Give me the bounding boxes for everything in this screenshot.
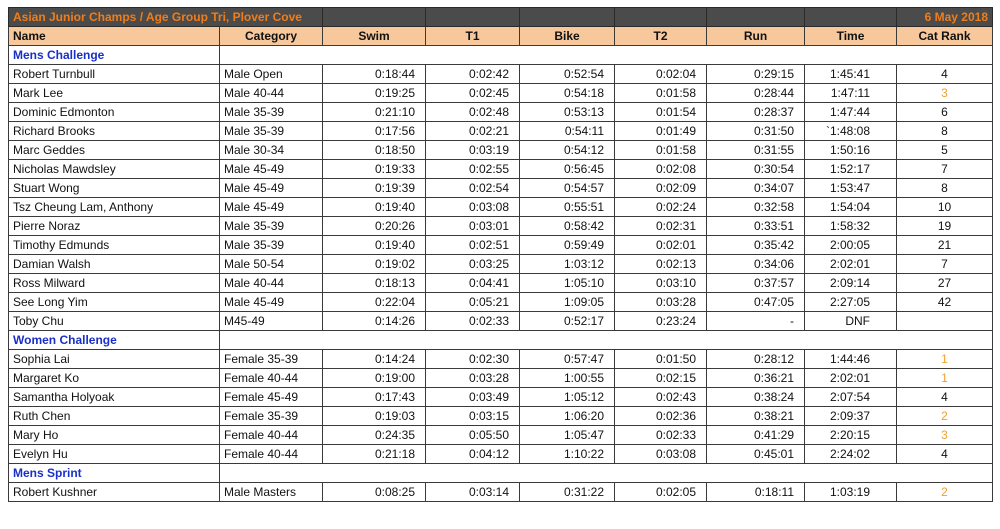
swim-cell[interactable]: 0:21:18: [323, 445, 426, 464]
total-time-cell[interactable]: 1:44:46: [805, 350, 897, 369]
t2-cell[interactable]: 0:01:54: [615, 103, 707, 122]
swim-cell[interactable]: 0:21:10: [323, 103, 426, 122]
t2-cell[interactable]: 0:02:36: [615, 407, 707, 426]
total-time-cell[interactable]: 2:09:14: [805, 274, 897, 293]
t2-cell[interactable]: 0:02:24: [615, 198, 707, 217]
run-cell[interactable]: 0:28:12: [707, 350, 805, 369]
cat-rank-cell[interactable]: 3: [897, 426, 993, 445]
total-time-cell[interactable]: 1:58:32: [805, 217, 897, 236]
t1-cell[interactable]: 0:02:42: [426, 65, 520, 84]
category-cell[interactable]: Male 35-39: [220, 103, 323, 122]
bike-cell[interactable]: 1:03:12: [520, 255, 615, 274]
bike-cell[interactable]: 0:54:18: [520, 84, 615, 103]
total-time-cell[interactable]: 1:45:41: [805, 65, 897, 84]
t2-cell[interactable]: 0:02:33: [615, 426, 707, 445]
bike-cell[interactable]: 0:58:42: [520, 217, 615, 236]
cat-rank-cell[interactable]: 3: [897, 84, 993, 103]
t1-cell[interactable]: 0:04:12: [426, 445, 520, 464]
cat-rank-cell[interactable]: 42: [897, 293, 993, 312]
category-cell[interactable]: Female 35-39: [220, 350, 323, 369]
total-time-cell[interactable]: 1:53:47: [805, 179, 897, 198]
table-row: [9, 84, 993, 103]
run-cell[interactable]: 0:18:11: [707, 483, 805, 502]
cat-rank-cell[interactable]: 8: [897, 122, 993, 141]
table-row: [9, 160, 993, 179]
run-cell[interactable]: 0:29:15: [707, 65, 805, 84]
name-cell[interactable]: Mary Ho: [9, 426, 220, 445]
category-cell[interactable]: Male 45-49: [220, 293, 323, 312]
name-cell[interactable]: Margaret Ko: [9, 369, 220, 388]
category-cell[interactable]: Male 35-39: [220, 122, 323, 141]
t2-cell[interactable]: 0:02:01: [615, 236, 707, 255]
cat-rank-cell[interactable]: 1: [897, 350, 993, 369]
name-cell[interactable]: Mark Lee: [9, 84, 220, 103]
table-row: [9, 122, 993, 141]
run-cell[interactable]: 0:34:06: [707, 255, 805, 274]
swim-cell[interactable]: 0:19:00: [323, 369, 426, 388]
t1-cell[interactable]: 0:03:49: [426, 388, 520, 407]
header-cat-rank[interactable]: Cat Rank: [897, 27, 993, 46]
t2-cell[interactable]: 0:03:28: [615, 293, 707, 312]
table-row: [9, 179, 993, 198]
table-row: [9, 103, 993, 122]
header-time[interactable]: Time: [805, 27, 897, 46]
header-row: [9, 27, 993, 46]
sheet-title[interactable]: Asian Junior Champs / Age Group Tri, Plover Cove: [9, 8, 323, 27]
table-row: [9, 255, 993, 274]
bike-cell[interactable]: 1:05:47: [520, 426, 615, 445]
table-row: [9, 350, 993, 369]
cat-rank-cell[interactable]: 27: [897, 274, 993, 293]
total-time-cell[interactable]: 2:00:05: [805, 236, 897, 255]
cat-rank-cell[interactable]: 21: [897, 236, 993, 255]
cat-rank-cell[interactable]: 5: [897, 141, 993, 160]
run-cell[interactable]: 0:35:42: [707, 236, 805, 255]
category-cell[interactable]: Male 40-44: [220, 274, 323, 293]
t2-cell[interactable]: 0:02:31: [615, 217, 707, 236]
swim-cell[interactable]: 0:19:40: [323, 198, 426, 217]
name-cell[interactable]: Ross Milward: [9, 274, 220, 293]
t2-cell[interactable]: 0:01:50: [615, 350, 707, 369]
t1-cell[interactable]: 0:02:33: [426, 312, 520, 331]
header-bike[interactable]: Bike: [520, 27, 615, 46]
table-row: [9, 236, 993, 255]
bike-cell[interactable]: 1:05:10: [520, 274, 615, 293]
swim-cell[interactable]: 0:19:02: [323, 255, 426, 274]
cat-rank-cell[interactable]: 6: [897, 103, 993, 122]
header-category[interactable]: Category: [220, 27, 323, 46]
name-cell[interactable]: Timothy Edmunds: [9, 236, 220, 255]
bike-cell[interactable]: 0:59:49: [520, 236, 615, 255]
total-time-cell[interactable]: 1:03:19: [805, 483, 897, 502]
cat-rank-cell[interactable]: 10: [897, 198, 993, 217]
run-cell[interactable]: 0:30:54: [707, 160, 805, 179]
table-row: [9, 198, 993, 217]
run-cell[interactable]: 0:38:24: [707, 388, 805, 407]
name-cell[interactable]: See Long Yim: [9, 293, 220, 312]
run-cell[interactable]: 0:47:05: [707, 293, 805, 312]
category-cell[interactable]: Female 35-39: [220, 407, 323, 426]
results-spreadsheet: [8, 7, 992, 502]
run-cell[interactable]: 0:32:58: [707, 198, 805, 217]
t2-cell[interactable]: 0:02:13: [615, 255, 707, 274]
title-blank-cell[interactable]: [323, 8, 426, 27]
name-cell[interactable]: Sophia Lai: [9, 350, 220, 369]
category-cell[interactable]: Female 45-49: [220, 388, 323, 407]
table-row: [9, 65, 993, 84]
bike-cell[interactable]: 0:57:47: [520, 350, 615, 369]
swim-cell[interactable]: 0:17:43: [323, 388, 426, 407]
name-cell[interactable]: Dominic Edmonton: [9, 103, 220, 122]
category-cell[interactable]: Male 35-39: [220, 217, 323, 236]
t1-cell[interactable]: 0:03:28: [426, 369, 520, 388]
name-cell[interactable]: Marc Geddes: [9, 141, 220, 160]
t1-cell[interactable]: 0:03:15: [426, 407, 520, 426]
run-cell[interactable]: -: [707, 312, 805, 331]
category-cell[interactable]: Male 45-49: [220, 160, 323, 179]
bike-cell[interactable]: 0:52:54: [520, 65, 615, 84]
sheet-date[interactable]: 6 May 2018: [897, 8, 993, 27]
table-row: [9, 445, 993, 464]
name-cell[interactable]: Robert Turnbull: [9, 65, 220, 84]
t2-cell[interactable]: 0:02:08: [615, 160, 707, 179]
section-blank-cell[interactable]: [220, 46, 993, 65]
run-cell[interactable]: 0:34:07: [707, 179, 805, 198]
section-blank-cell[interactable]: [220, 464, 993, 483]
title-blank-cell[interactable]: [805, 8, 897, 27]
swim-cell[interactable]: 0:17:56: [323, 122, 426, 141]
name-cell[interactable]: Richard Brooks: [9, 122, 220, 141]
run-cell[interactable]: 0:36:21: [707, 369, 805, 388]
section-blank-cell[interactable]: [220, 331, 993, 350]
swim-cell[interactable]: 0:14:24: [323, 350, 426, 369]
total-time-cell[interactable]: 1:50:16: [805, 141, 897, 160]
t1-cell[interactable]: 0:02:45: [426, 84, 520, 103]
title-blank-cell[interactable]: [707, 8, 805, 27]
bike-cell[interactable]: 1:00:55: [520, 369, 615, 388]
category-cell[interactable]: Male 45-49: [220, 198, 323, 217]
cat-rank-cell[interactable]: 7: [897, 160, 993, 179]
category-cell[interactable]: Male Masters: [220, 483, 323, 502]
t2-cell[interactable]: 0:02:05: [615, 483, 707, 502]
cat-rank-cell[interactable]: 4: [897, 388, 993, 407]
bike-cell[interactable]: 0:52:17: [520, 312, 615, 331]
swim-cell[interactable]: 0:22:04: [323, 293, 426, 312]
category-cell[interactable]: Male 45-49: [220, 179, 323, 198]
t1-cell[interactable]: 0:03:14: [426, 483, 520, 502]
bike-cell[interactable]: 1:10:22: [520, 445, 615, 464]
section-row: [9, 464, 993, 483]
title-row: [9, 8, 993, 27]
bike-cell[interactable]: 0:55:51: [520, 198, 615, 217]
category-cell[interactable]: M45-49: [220, 312, 323, 331]
swim-cell[interactable]: 0:08:25: [323, 483, 426, 502]
total-time-cell[interactable]: 1:52:17: [805, 160, 897, 179]
total-time-cell[interactable]: 2:02:01: [805, 255, 897, 274]
bike-cell[interactable]: 0:54:12: [520, 141, 615, 160]
t2-cell[interactable]: 0:02:04: [615, 65, 707, 84]
run-cell[interactable]: 0:31:55: [707, 141, 805, 160]
run-cell[interactable]: 0:38:21: [707, 407, 805, 426]
total-time-cell[interactable]: 2:07:54: [805, 388, 897, 407]
run-cell[interactable]: 0:28:37: [707, 103, 805, 122]
swim-cell[interactable]: 0:19:33: [323, 160, 426, 179]
run-cell[interactable]: 0:28:44: [707, 84, 805, 103]
bike-cell[interactable]: 0:54:57: [520, 179, 615, 198]
bike-cell[interactable]: 1:05:12: [520, 388, 615, 407]
t2-cell[interactable]: 0:02:09: [615, 179, 707, 198]
t2-cell[interactable]: 0:02:43: [615, 388, 707, 407]
cat-rank-cell[interactable]: [897, 312, 993, 331]
name-cell[interactable]: Nicholas Mawdsley: [9, 160, 220, 179]
category-cell[interactable]: Male Open: [220, 65, 323, 84]
t1-cell[interactable]: 0:02:51: [426, 236, 520, 255]
run-cell[interactable]: 0:41:29: [707, 426, 805, 445]
t1-cell[interactable]: 0:03:01: [426, 217, 520, 236]
t1-cell[interactable]: 0:02:48: [426, 103, 520, 122]
swim-cell[interactable]: 0:18:13: [323, 274, 426, 293]
section-label[interactable]: Women Challenge: [9, 331, 220, 350]
section-label[interactable]: Mens Sprint: [9, 464, 220, 483]
name-cell[interactable]: Pierre Noraz: [9, 217, 220, 236]
cat-rank-cell[interactable]: 4: [897, 445, 993, 464]
total-time-cell[interactable]: `1:48:08: [805, 122, 897, 141]
t2-cell[interactable]: 0:03:10: [615, 274, 707, 293]
bike-cell[interactable]: 0:56:45: [520, 160, 615, 179]
bike-cell[interactable]: 0:54:11: [520, 122, 615, 141]
swim-cell[interactable]: 0:18:50: [323, 141, 426, 160]
swim-cell[interactable]: 0:18:44: [323, 65, 426, 84]
total-time-cell[interactable]: 2:09:37: [805, 407, 897, 426]
total-time-cell[interactable]: 1:47:44: [805, 103, 897, 122]
swim-cell[interactable]: 0:19:03: [323, 407, 426, 426]
total-time-cell[interactable]: 2:02:01: [805, 369, 897, 388]
name-cell[interactable]: Toby Chu: [9, 312, 220, 331]
t2-cell[interactable]: 0:03:08: [615, 445, 707, 464]
run-cell[interactable]: 0:31:50: [707, 122, 805, 141]
table-row: [9, 369, 993, 388]
t1-cell[interactable]: 0:03:08: [426, 198, 520, 217]
bike-cell[interactable]: 1:06:20: [520, 407, 615, 426]
table-row: [9, 217, 993, 236]
t1-cell[interactable]: 0:05:50: [426, 426, 520, 445]
total-time-cell[interactable]: 2:27:05: [805, 293, 897, 312]
total-time-cell[interactable]: 2:20:15: [805, 426, 897, 445]
title-blank-cell[interactable]: [615, 8, 707, 27]
t1-cell[interactable]: 0:03:25: [426, 255, 520, 274]
table-row: [9, 293, 993, 312]
t1-cell[interactable]: 0:05:21: [426, 293, 520, 312]
header-swim[interactable]: Swim: [323, 27, 426, 46]
title-blank-cell[interactable]: [426, 8, 520, 27]
name-cell[interactable]: Stuart Wong: [9, 179, 220, 198]
results-table: [8, 7, 993, 502]
category-cell[interactable]: Male 50-54: [220, 255, 323, 274]
category-cell[interactable]: Female 40-44: [220, 445, 323, 464]
name-cell[interactable]: Ruth Chen: [9, 407, 220, 426]
table-row: [9, 141, 993, 160]
title-blank-cell[interactable]: [520, 8, 615, 27]
name-cell[interactable]: Damian Walsh: [9, 255, 220, 274]
run-cell[interactable]: 0:37:57: [707, 274, 805, 293]
table-row: [9, 426, 993, 445]
cat-rank-cell[interactable]: 1: [897, 369, 993, 388]
run-cell[interactable]: 0:45:01: [707, 445, 805, 464]
t2-cell[interactable]: 0:23:24: [615, 312, 707, 331]
table-row: [9, 274, 993, 293]
category-cell[interactable]: Male 35-39: [220, 236, 323, 255]
t2-cell[interactable]: 0:01:58: [615, 141, 707, 160]
name-cell[interactable]: Robert Kushner: [9, 483, 220, 502]
header-t2[interactable]: T2: [615, 27, 707, 46]
cat-rank-cell[interactable]: 7: [897, 255, 993, 274]
total-time-cell[interactable]: 2:24:02: [805, 445, 897, 464]
header-t1[interactable]: T1: [426, 27, 520, 46]
header-name[interactable]: Name: [9, 27, 220, 46]
cat-rank-cell[interactable]: 2: [897, 483, 993, 502]
header-run[interactable]: Run: [707, 27, 805, 46]
total-time-cell[interactable]: 1:54:04: [805, 198, 897, 217]
cat-rank-cell[interactable]: 4: [897, 65, 993, 84]
t1-cell[interactable]: 0:02:55: [426, 160, 520, 179]
category-cell[interactable]: Female 40-44: [220, 369, 323, 388]
table-row: [9, 312, 993, 331]
name-cell[interactable]: Evelyn Hu: [9, 445, 220, 464]
t2-cell[interactable]: 0:02:15: [615, 369, 707, 388]
t1-cell[interactable]: 0:02:21: [426, 122, 520, 141]
run-cell[interactable]: 0:33:51: [707, 217, 805, 236]
section-row: [9, 46, 993, 65]
total-time-cell[interactable]: 1:47:11: [805, 84, 897, 103]
t1-cell[interactable]: 0:03:19: [426, 141, 520, 160]
t1-cell[interactable]: 0:02:30: [426, 350, 520, 369]
bike-cell[interactable]: 0:53:13: [520, 103, 615, 122]
section-label[interactable]: Mens Challenge: [9, 46, 220, 65]
total-time-cell[interactable]: DNF: [805, 312, 897, 331]
cat-rank-cell[interactable]: 8: [897, 179, 993, 198]
category-cell[interactable]: Male 30-34: [220, 141, 323, 160]
swim-cell[interactable]: 0:19:25: [323, 84, 426, 103]
t2-cell[interactable]: 0:01:58: [615, 84, 707, 103]
swim-cell[interactable]: 0:20:26: [323, 217, 426, 236]
t1-cell[interactable]: 0:04:41: [426, 274, 520, 293]
table-row: [9, 407, 993, 426]
t1-cell[interactable]: 0:02:54: [426, 179, 520, 198]
category-cell[interactable]: Female 40-44: [220, 426, 323, 445]
bike-cell[interactable]: 0:31:22: [520, 483, 615, 502]
swim-cell[interactable]: 0:24:35: [323, 426, 426, 445]
table-row: [9, 483, 993, 502]
swim-cell[interactable]: 0:19:39: [323, 179, 426, 198]
bike-cell[interactable]: 1:09:05: [520, 293, 615, 312]
swim-cell[interactable]: 0:19:40: [323, 236, 426, 255]
category-cell[interactable]: Male 40-44: [220, 84, 323, 103]
t2-cell[interactable]: 0:01:49: [615, 122, 707, 141]
table-row: [9, 388, 993, 407]
swim-cell[interactable]: 0:14:26: [323, 312, 426, 331]
cat-rank-cell[interactable]: 19: [897, 217, 993, 236]
section-row: [9, 331, 993, 350]
cat-rank-cell[interactable]: 2: [897, 407, 993, 426]
name-cell[interactable]: Samantha Holyoak: [9, 388, 220, 407]
name-cell[interactable]: Tsz Cheung Lam, Anthony: [9, 198, 220, 217]
